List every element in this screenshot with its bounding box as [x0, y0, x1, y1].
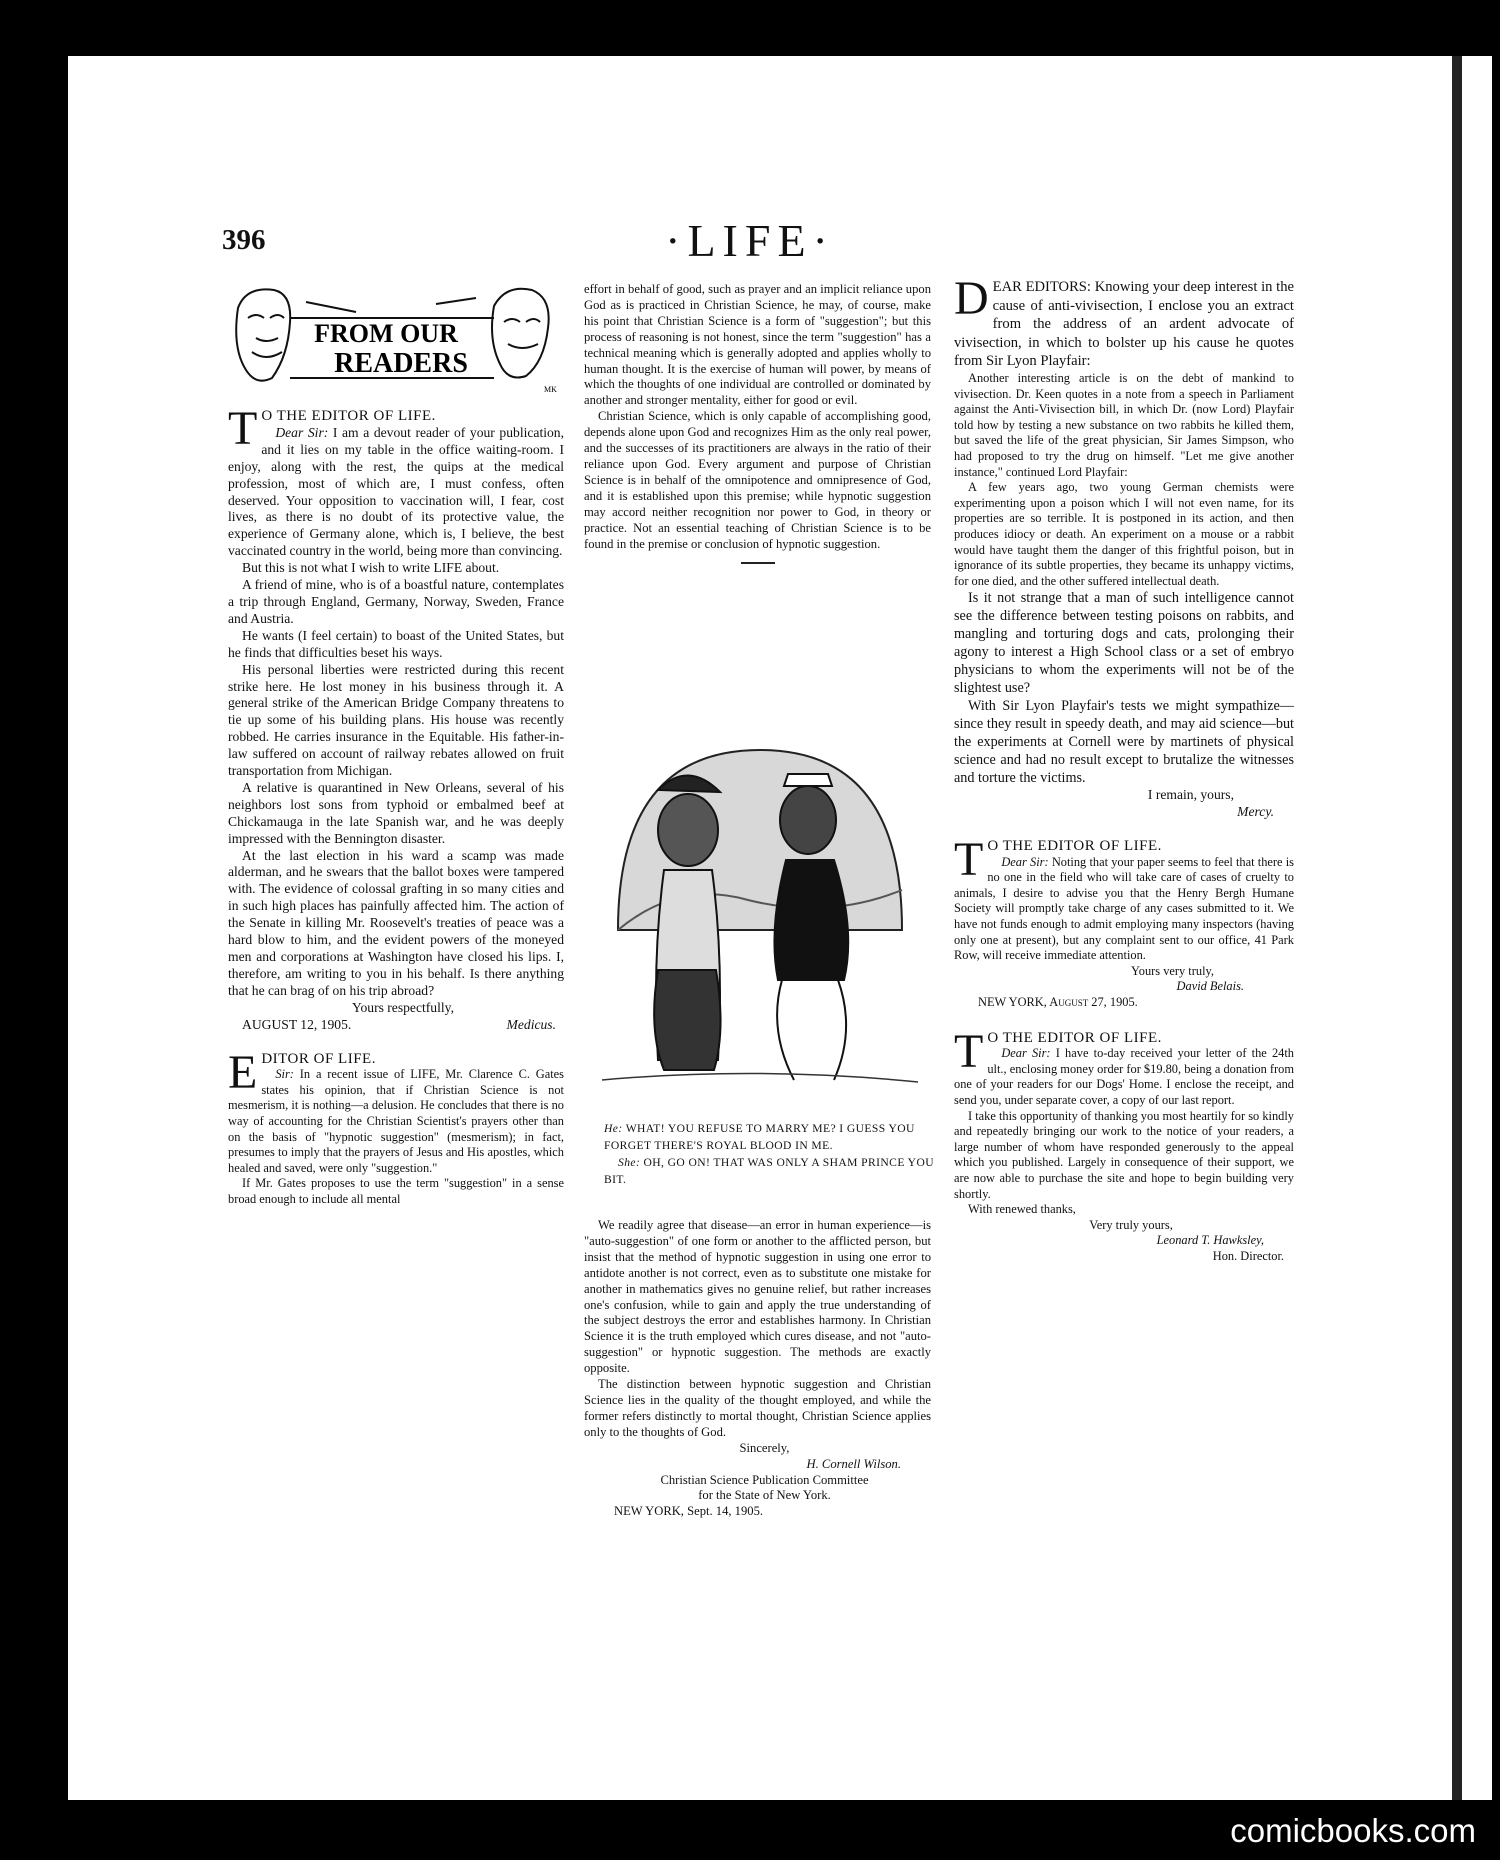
- drop-cap: T: [228, 402, 258, 455]
- page-gutter: [1452, 56, 1462, 1800]
- caption-speaker: She:: [618, 1156, 641, 1169]
- letter-date: NEW YORK, August 27, 1905.: [978, 995, 1138, 1010]
- closing: Very truly yours,: [1089, 1217, 1173, 1232]
- letter-heading: O THE EDITOR OF LIFE.: [987, 838, 1162, 855]
- paragraph: The distinction between hypnotic suggestion and Christian Science lies in the quality of the thought employed, and while the former refers distinctly to mortal thought, Christian Science applies only to the thoughts of God.: [584, 1377, 931, 1439]
- column-1: [228, 402, 564, 1207]
- letter-mercy: [954, 272, 1294, 821]
- paragraph: But this is not what I wish to write LIFE about.: [242, 560, 500, 576]
- paragraph: A relative is quarantined in New Orleans, several of his neighbors lost sons from typhoid or embalmed beef at Chickamauga in the late Spanish war, and he was deeply impressed with the Bennington disaster.: [228, 779, 564, 846]
- quoted-paragraph: Another interesting article is on the debt of mankind to vivisection. Dr. Keen quotes in a note from a speech in Parliament against the Anti-Vivisection bill, in which Dr. (now Lord) Playfair told how by testing a new substance on two rabbits he killed them, but saved the life of the great physician, Sir James Simpson, who had proposed to try the drug on himself. "Let me give another instance," continued Lord Playfair:: [954, 370, 1294, 479]
- salutation: Dear Sir:: [1001, 1046, 1051, 1061]
- paragraph: EAR EDITORS: Knowing your deep interest in the cause of anti-vivisection, I enclose you an extract from the address of an ardent advocate of vivisection, in which to bolster up his cause he quotes from Sir Lyon Playfair:: [954, 279, 1294, 370]
- paragraph: We readily agree that disease—an error in human experience—is "auto-suggestion" of one form or another to the afflicted person, but insist that the method of hypnotic suggestion in using one error to antidote another is not correct, even as to substitute one mistake for another in mathematics gives no genuine relief, but rather increases one's confusion, while to gain and apply the true understanding of the subject destroys the error and establishes harmony. In Christian Science it is the truth employed which cures disease, and not "auto-suggestion" or hypnotic suggestion. The methods are exactly opposite.: [584, 1218, 931, 1376]
- paragraph: At the last election in his ward a scamp was made alderman, and he swears that the ballot boxes were tampered with. The evidence of colossal grafting in so many cities and in such high places has painfully affected him. The action of the Senate in killing Mr. Roosevelt's treaties of peace was a hard blow to him, and the evident powers of the moneyed men and corporations at Washington have closed his lips. I, therefore, am writing to you in his behalf. Is there anything that he can brag of on his trip abroad?: [228, 847, 564, 998]
- masthead: ·LIFE·: [665, 215, 835, 266]
- organization: Christian Science Publication Committee: [660, 1472, 869, 1487]
- paragraph: With renewed thanks,: [968, 1202, 1076, 1217]
- drop-cap: T: [954, 1024, 984, 1078]
- signature: Mercy.: [1237, 804, 1274, 820]
- signature: Leonard T. Hawksley,: [1156, 1233, 1264, 1248]
- closing: I remain, yours,: [1147, 787, 1234, 803]
- caption-line: OH, GO ON! THAT WAS ONLY A SHAM PRINCE YOU BIT.: [604, 1156, 934, 1186]
- letter-heading: O THE EDITOR OF LIFE.: [261, 408, 436, 424]
- organization: for the State of New York.: [698, 1488, 831, 1503]
- caption-line: WHAT! YOU REFUSE TO MARRY ME? I GUESS YOU FORGET THERE'S ROYAL BLOOD IN ME.: [604, 1122, 915, 1152]
- paragraph: With Sir Lyon Playfair's tests we might sympathize—since they result in speedy death, and may aid science—but the experiments at Cornell were by martinets of physical science and had no result except to brutalize the witnesses and torture the victims.: [954, 698, 1294, 787]
- letter-humane-society: [954, 833, 1294, 1011]
- paragraph: I am a devout reader of your publication, and it lies on my table in the office waiting-room. I enjoy, along with the rest, the quips at the medical profession, most of which are, I must confess, often deserved. Your opposition to vaccination will, I fear, cost lives, as there is no doubt of its protective value, the experience of Germany alone, which is, I believe, the best vaccinated country in the world, being more than convincing.: [228, 424, 564, 559]
- page-number: 396: [222, 224, 266, 256]
- letter-date: NEW YORK, Sept. 14, 1905.: [614, 1504, 764, 1519]
- paragraph: His personal liberties were restricted during this recent strike here. He lost money in his business through it. A general strike of the American Bridge Company threatens to tie up some of his building plans. His house was recently robbed. He carries insurance in the Equitable. His father-in-law suffered on account of railway rebates allowed on fruit transportation from Michigan.: [228, 661, 564, 779]
- letter-medicus: [228, 402, 564, 1034]
- from-our-readers-banner: [226, 278, 560, 394]
- paragraph: Christian Science, which is only capable of accomplishing good, depends alone upon God and recognizes Him as the only real power, and the successes of its practitioners are always in the ratio of their reliance upon God. Every argument and purpose of Christian Science is in behalf of the omnipotence and omnipresence of God, and it is established upon this premise; while hypnotic suggestion may accord neither recognition nor power to God, in theory or practice. Not an essential teaching of Christian Science is to be found in the premise or conclusion of hypnotic suggestion.: [584, 409, 931, 551]
- watermark: comicbooks.com: [1230, 1812, 1476, 1849]
- paragraph: A friend of mine, who is of a boastful nature, contemplates a trip through England, Germany, Norway, Sweden, France and Austria.: [228, 577, 564, 626]
- drop-cap: T: [954, 833, 984, 887]
- closing: Yours very truly,: [1131, 963, 1214, 978]
- salutation: Dear Sir:: [1001, 854, 1049, 869]
- cartoon-caption: [604, 1120, 934, 1188]
- quoted-paragraph: A few years ago, two young German chemists were experimenting upon a poison which I will not even name, for its properties are so terrible. It is postponed in its action, and then produces idiocy or death. An experiment on a mouse or a rabbit would have taught them the danger of this frightful poison, but in ignorance of its subtle properties, they became its unhappy victims, for one died, and the other suffered intellectual death.: [954, 480, 1294, 588]
- signature: Medicus.: [506, 1016, 556, 1032]
- drop-cap: E: [228, 1045, 258, 1099]
- column-2: [584, 282, 931, 574]
- salutation: Dear Sir:: [275, 424, 329, 440]
- letter-christian-science: [228, 1045, 564, 1208]
- paragraph: If Mr. Gates proposes to use the term "suggestion" in a sense broad enough to include all mental: [228, 1176, 564, 1206]
- paragraph: I take this opportunity of thanking you most heartily for so kindly and repeatedly bringing our work to the notice of your readers, a large number of whom have responded generously to the appeal which you published. Largely in consequence of their support, we are now able to purchase the site and hope to begin building very shortly.: [954, 1108, 1294, 1201]
- section-rule: [741, 562, 775, 564]
- column-2-lower: [584, 1218, 931, 1520]
- banner-artist-initials: MK: [544, 385, 557, 394]
- column-3: [954, 272, 1294, 1265]
- paragraph: Is it not strange that a man of such intelligence cannot see the difference between testing poisons on rabbits, and mangling and torturing dogs and cats, prolonging their agony to interest a High School class or a set of embryo physicians to whom the experiments will not be of the slightest use?: [954, 590, 1294, 697]
- paragraph: He wants (I feel certain) to boast of the United States, but he finds that difficulties beset his ways.: [228, 627, 564, 660]
- letter-date: AUGUST 12, 1905.: [242, 1016, 352, 1032]
- letter-heading: O THE EDITOR OF LIFE.: [987, 1029, 1162, 1046]
- signature: H. Cornell Wilson.: [806, 1456, 901, 1471]
- caption-speaker: He:: [604, 1122, 623, 1135]
- cartoon-illustration: [598, 730, 922, 1094]
- banner-title-line1: FROM OUR: [314, 319, 458, 348]
- paragraph: Noting that your paper seems to feel that there is no one in the field who will take care of cases of cruelty to animals, I desire to advise you that the Henry Bergh Humane Society will promptly take charge of any cases submitted to it. We have not funds enough to admit employing many inspectors (having only one at present), but any complaint sent to our office, 41 Park Row, will receive immediate attention.: [954, 854, 1294, 963]
- salutation: Sir:: [275, 1067, 294, 1082]
- closing: Yours respectfully,: [352, 999, 454, 1015]
- paragraph: effort in behalf of good, such as prayer and an implicit reliance upon God as is practiced in Christian Science, he may, of course, make his point that Christian Science is a form of "suggestion"; but this process of reasoning is not honest, since the term "suggestion" has a technical meaning which is generally adopted and applies wholly to human thought. It is the exercise of human will power, by means of which the thoughts of one individual are controlled or dominated by another and stronger mentality, either for good or evil.: [584, 282, 931, 408]
- closing: Sincerely,: [739, 1440, 790, 1455]
- next-page-edge: [1462, 56, 1492, 1800]
- signer-title: Hon. Director.: [1212, 1248, 1284, 1263]
- paragraph: In a recent issue of LIFE, Mr. Clarence C. Gates states his opinion, that if Christian Science is not mesmerism, it is nothing—a delusion. He concludes that there is no way of accounting for the Christian Scientist's prayers other than on the basis of "hypnotic suggestion" (mesmerism); in fact, presumes to imply that the prayers of Jesus and His apostles, which healed and saved, were only "suggestion.": [228, 1067, 564, 1175]
- signature: David Belais.: [1176, 979, 1244, 994]
- letter-heading: DITOR OF LIFE.: [261, 1050, 376, 1067]
- letter-dogs-home: [954, 1024, 1294, 1265]
- drop-cap: D: [954, 272, 989, 325]
- banner-title-line2: READERS: [334, 348, 468, 379]
- paragraph: I have to-day received your letter of the 24th ult., enclosing money order for $19.80, being a donation from one of your readers for our Dogs' Home. I enclose the receipt, and send you, under separate cover, a copy of our last report.: [954, 1046, 1294, 1107]
